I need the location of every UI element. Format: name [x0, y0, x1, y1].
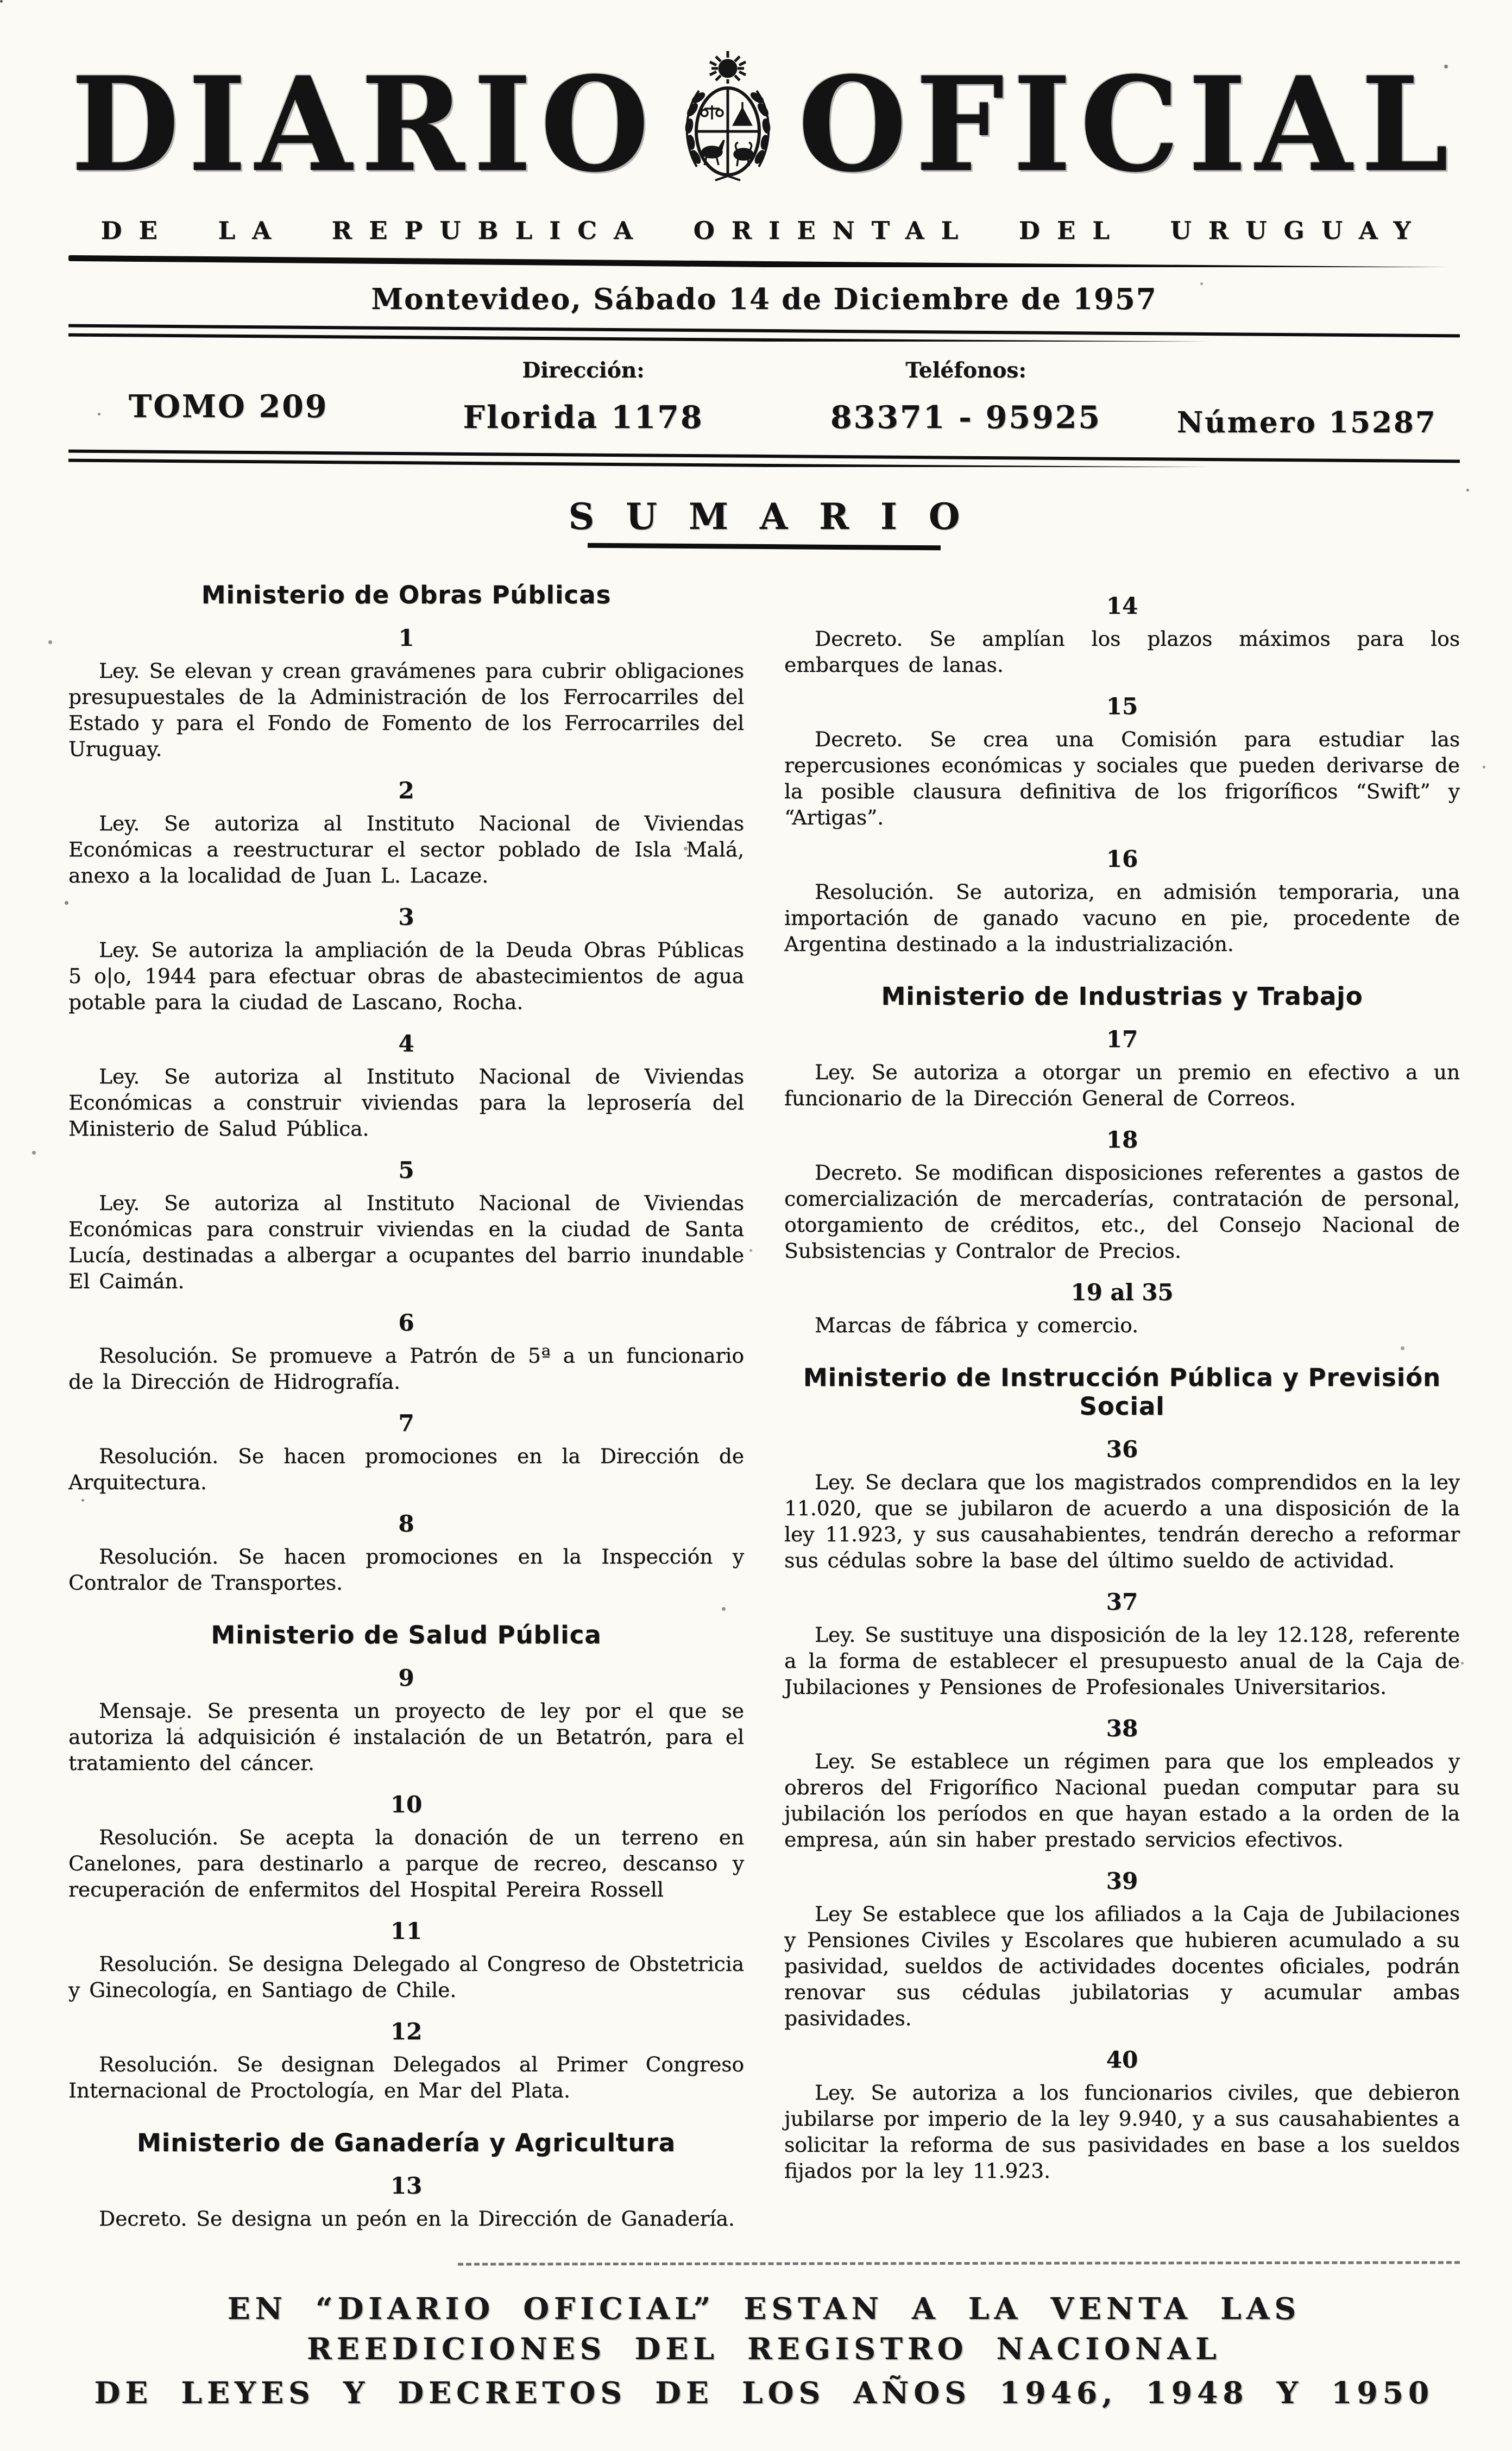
entry-number: 14	[1106, 593, 1138, 619]
section-heading: Ministerio de Instrucción Pública y Previsión Social	[803, 1363, 1441, 1421]
entry-text: Resolución. Se acepta la donación de un terreno en Canelones, para destinarlo a parque de recreo, descanso y recuperación de enfermitos del Hospital Pereira Rossell	[68, 1825, 744, 1901]
entry-text: Resolución. Se autoriza, en admisión temporaria, una importación de ganado vacuno en pie, procedente de Argentina destinado a la industrialización.	[784, 880, 1460, 956]
entry-number: 10	[390, 1791, 423, 1818]
footer-separator	[458, 2261, 1460, 2265]
entry-number: 5	[398, 1157, 414, 1183]
entry-text: Resolución. Se promueve a Patrón de 5ª a un funcionario de la Dirección de Hidrografía.	[68, 1344, 744, 1394]
section-heading: Ministerio de Obras Públicas	[201, 581, 612, 609]
masthead-subtitle: DE LA REPUBLICA ORIENTAL DEL URUGUAY	[100, 216, 1428, 245]
entry-text: Mensaje. Se presenta un proyecto de ley por el que se autoriza la adquisición é instalación de un Betatrón, para el tratamiento del cáncer.	[68, 1699, 744, 1775]
date-line: Montevideo, Sábado 14 de Diciembre de 1957	[371, 282, 1157, 316]
sumario-column-right	[784, 577, 1460, 2232]
section-heading: Ministerio de Industrias y Trabajo	[881, 982, 1363, 1011]
entry-text: Ley. Se elevan y crean gravámenes para cubrir obligaciones presupuestales de la Administración de los Ferrocarriles del Estado y para el Fondo de Fomento de los Ferrocarriles del Uruguay.	[68, 659, 744, 761]
section-heading: Ministerio de Ganadería y Agricultura	[136, 2128, 676, 2157]
masthead-title-diario: DIARIO	[71, 48, 658, 201]
entry-number: 36	[1106, 1436, 1138, 1463]
footer-banner-line1: EN “DIARIO OFICIAL” ESTAN A LA VENTA LAS REEDICIONES DEL REGISTRO NACIONAL	[227, 2291, 1301, 2367]
entry-number: 12	[390, 2018, 423, 2045]
entry-text: Ley Se establece que los afiliados a la Caja de Jubilaciones y Pensiones Civiles y Escolares que hubieren acumulado a su pasividad, sueldos de actividades docentes oficiales, podrán renovar sus cédulas jubilatorias y acumular ambas pasividades.	[784, 1902, 1460, 2030]
entry-number: 17	[1106, 1026, 1138, 1053]
entry-number: 18	[1106, 1126, 1138, 1153]
footer-banner-line2: DE LEYES Y DECRETOS DE LOS AÑOS 1946, 1948 Y 1950	[94, 2374, 1434, 2410]
entry-text: Ley. Se autoriza a los funcionarios civiles, que debieron jubilarse por imperio de la ley 9.940, y a sus causahabientes a solicitar la reforma de sus pasividades en base a los sueldos fijados por la ley 11.923.	[784, 2081, 1460, 2183]
decorative-rule-top	[68, 255, 1460, 267]
entry-number: 9	[398, 1665, 414, 1691]
entry-number: 39	[1106, 1868, 1138, 1894]
entry-text: Resolución. Se designa Delegado al Congreso de Obstetricia y Ginecología, en Santiago de Chile.	[68, 1952, 744, 2002]
sumario-column-left	[68, 577, 744, 2232]
entry-text: Decreto. Se amplían los plazos máximos para los embarques de lanas.	[784, 627, 1460, 677]
entry-text: Ley. Se establece un régimen para que los empleados y obreros del Frigorífico Nacional puedan computar para su jubilación los períodos en que hayan estado a la orden de la empresa, aún sin haber prestado servicios efectivos.	[784, 1749, 1460, 1851]
entry-text: Resolución. Se designan Delegados al Primer Congreso Internacional de Proctología, en Mar del Plata.	[68, 2052, 744, 2102]
entry-text: Decreto. Se designa un peón en la Dirección de Ganadería.	[99, 2207, 735, 2231]
entry-number: 8	[398, 1510, 414, 1537]
entry-number: 15	[1106, 693, 1138, 720]
entry-text: Ley. Se declara que los magistrados comprendidos en la ley 11.020, que se jubilaron de acuerdo a una disposición de la ley 11.923, y sus causahabientes, tendrán derecho a reformar sus cédulas sobre la base del último sueldo de actividad.	[784, 1470, 1460, 1572]
direccion-value: Florida 1178	[463, 399, 704, 436]
entry-number: 2	[398, 777, 414, 804]
decorative-double-rule-upper	[68, 324, 1460, 342]
entry-text: Ley. Se sustituye una disposición de la ley 12.128, referente a la forma de establecer el presupuesto anual de la Caja de Jubilaciones y Pensiones de Profesionales Universitarios.	[784, 1623, 1460, 1699]
numero-value: Número 15287	[1176, 406, 1437, 439]
entry-text: Decreto. Se crea una Comisión para estudiar las repercusiones económicas y sociales que pueden derivarse de la posible clausura definitiva de los frigoríficos “Swift” y “Artigas”.	[784, 727, 1460, 829]
direccion-label: Dirección:	[522, 358, 645, 383]
decorative-double-rule-lower	[68, 450, 1460, 467]
tomo-value: TOMO 209	[128, 388, 329, 425]
sumario-columns	[68, 577, 1460, 2232]
entry-text: Ley. Se autoriza al Instituto Nacional de Viviendas Económicas a reestructurar el sector poblado de Isla Malá, anexo a la localidad de Juan L. Lacaze.	[68, 811, 744, 887]
entry-text: Decreto. Se modifican disposiciones referentes a gastos de comercialización de mercaderías, contratación de personal, otorgamiento de créditos, etc., del Consejo Nacional de Subsistencias y Contralor de Precios.	[784, 1161, 1460, 1263]
entry-number: 4	[398, 1030, 414, 1057]
masthead	[68, 48, 1460, 201]
entry-number: 7	[398, 1410, 414, 1436]
entry-number: 38	[1106, 1715, 1138, 1742]
sumario-underline	[588, 543, 941, 551]
entry-text: Resolución. Se hacen promociones en la Dirección de Arquitectura.	[68, 1444, 744, 1494]
section-heading: Ministerio de Salud Pública	[211, 1621, 602, 1649]
telefonos-label: Teléfonos:	[905, 358, 1026, 383]
entry-text: Ley. Se autoriza al Instituto Nacional de Viviendas Económicas a construir viviendas para la leprosería del Ministerio de Salud Pública.	[68, 1064, 744, 1141]
entry-number: 16	[1106, 846, 1138, 872]
entry-text: Ley. Se autoriza la ampliación de la Deuda Obras Públicas 5 o|o, 1944 para efectuar obras de abastecimientos de agua potable para la ciudad de Lascano, Rocha.	[68, 938, 744, 1014]
entry-number: 19 al 35	[1070, 1279, 1174, 1306]
masthead-title-oficial: OFICIAL	[798, 48, 1458, 201]
entry-number: 40	[1106, 2046, 1138, 2073]
uruguay-coat-of-arms-icon	[676, 50, 779, 190]
entry-text: Marcas de fábrica y comercio.	[815, 1313, 1138, 1337]
entry-number: 13	[390, 2172, 423, 2199]
issue-info-row	[68, 349, 1460, 439]
entry-number: 1	[398, 625, 414, 651]
footer-separator-row	[68, 2262, 1460, 2265]
entry-number: 6	[398, 1309, 414, 1336]
sumario-title: SUMARIO	[568, 495, 992, 538]
entry-text: Ley. Se autoriza a otorgar un premio en efectivo a un funcionario de la Dirección General de Correos.	[784, 1060, 1460, 1110]
telefonos-value: 83371 - 95925	[830, 399, 1101, 436]
entry-text: Ley. Se autoriza al Instituto Nacional de Viviendas Económicas para construir viviendas en la ciudad de Santa Lucía, destinadas a albergar a ocupantes del barrio inundable El Caimán.	[68, 1191, 744, 1293]
entry-number: 3	[398, 904, 414, 930]
entry-text: Resolución. Se hacen promociones en la Inspección y Contralor de Transportes.	[68, 1545, 744, 1595]
footer-banner	[68, 2289, 1460, 2413]
entry-number: 11	[390, 1918, 423, 1944]
entry-number: 37	[1106, 1589, 1138, 1615]
